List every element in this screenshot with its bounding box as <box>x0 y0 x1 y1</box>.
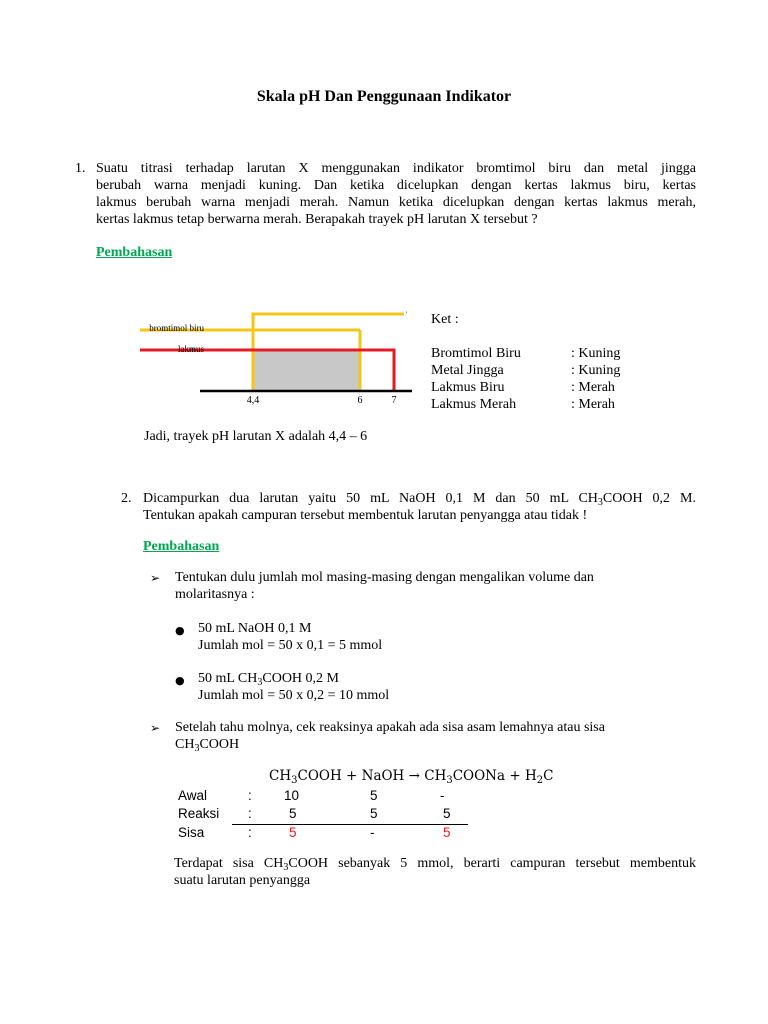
cell-sisa-naoh: - <box>370 825 375 840</box>
bullet-2-line: 50 mL $CH_3COOH$ 0,2 M <box>198 671 339 688</box>
cell-awal-ch3cooh: 10 <box>284 788 300 803</box>
q1-pembahasan-heading: Pembahasan <box>96 245 173 260</box>
q1-conclusion: Jadi, trayek pH larutan X adalah 4,4 – 6 <box>144 429 368 444</box>
cell-reaksi-ch3cooh: 5 <box>289 806 297 821</box>
ket-value: : Merah <box>571 397 615 412</box>
cell-sisa-ch3cooh: 5 <box>289 825 297 840</box>
question-1-number: 1. <box>75 161 86 176</box>
tick-label-7: 7 <box>391 395 397 406</box>
overlap-shaded-area <box>253 350 360 391</box>
ket-key: Lakmus Merah <box>431 397 517 412</box>
step-2-line: Setelah tahu molnya, cek reaksinya apakah ada sisa asam lemahnya atau sisa <box>175 720 605 735</box>
bullet-dot-icon: ● <box>175 624 185 637</box>
row-sep: : <box>248 825 252 840</box>
ket-row <box>431 396 651 413</box>
step-2-line: $CH_3COOH$ <box>175 737 240 754</box>
row-label-reaksi: Reaksi <box>178 806 220 821</box>
question-2-line: Dicampurkan dua larutan yaitu 50 mL NaOH 0,1 M dan 50 mL $CH_3COOH$ 0,2 M. <box>143 491 696 508</box>
bullet-dot-icon: ● <box>175 674 185 687</box>
label-bromtimol-biru: bromtimol biru <box>149 323 204 333</box>
ket-key: Bromtimol Biru <box>431 346 521 361</box>
q2-pembahasan-heading: Pembahasan <box>143 539 220 554</box>
arrow-bullet-icon: ➢ <box>150 721 161 735</box>
step-1-text <box>175 569 675 603</box>
row-sep: : <box>248 788 252 803</box>
step-1-line: Tentukan dulu jumlah mol masing-masing dengan mengalikan volume dan <box>175 570 594 585</box>
ket-value: : Kuning <box>571 363 621 378</box>
reactant-2: NaOH → <box>361 768 420 784</box>
label-lakmus: lakmus <box>178 344 204 354</box>
cell-reaksi-naoh: 5 <box>370 806 378 821</box>
question-2-number: 2. <box>121 491 132 506</box>
ket-title: Ket : <box>431 312 459 327</box>
ket-key: Lakmus Biru <box>431 380 505 395</box>
final-line: suatu larutan penyangga <box>174 873 311 888</box>
reactant-1: $CH_3COOH$ + <box>269 768 358 786</box>
tick-label-6: 6 <box>357 395 363 406</box>
row-label-awal: Awal <box>178 788 208 803</box>
question-2-text <box>143 490 696 524</box>
row-label-sisa: Sisa <box>178 825 205 840</box>
end-mark: ˈ <box>405 310 408 320</box>
ket-row <box>431 379 651 396</box>
bullet-2-line: Jumlah mol = 50 x 0,2 = 10 mmol <box>198 688 390 703</box>
step-2-text <box>175 719 675 753</box>
tick-label-4-4: 4,4 <box>246 395 260 406</box>
row-sep: : <box>248 806 252 821</box>
ph-range-diagram <box>140 300 420 410</box>
bullet-1-line: 50 mL NaOH 0,1 M <box>198 621 312 636</box>
question-1-line: lakmus berubah warna menjadi merah. Namun ketika dicelupkan dengan kertas lakmus merah, <box>96 195 696 210</box>
reaction-table <box>178 787 478 847</box>
cell-awal-ch3coona: - <box>440 788 445 803</box>
ket-key: Metal Jingga <box>431 363 504 378</box>
cell-sisa-ch3coona: 5 <box>443 825 451 840</box>
bullet-2-text <box>198 670 389 704</box>
question-1-line: Suatu titrasi terhadap larutan X menggunakan indikator bromtimol biru dan metal jingga <box>96 161 696 176</box>
bullet-1-line: Jumlah mol = 50 x 0,1 = 5 mmol <box>198 638 383 653</box>
ket-value: : Merah <box>571 380 615 395</box>
table-divider <box>232 824 468 825</box>
question-1-line: berubah warna menjadi kuning. Dan ketika dicelupkan dengan kertas lakmus biru, kertas <box>96 178 696 193</box>
cell-reaksi-ch3coona: 5 <box>443 806 451 821</box>
cell-awal-naoh: 5 <box>370 788 378 803</box>
step-1-line: molaritasnya : <box>175 587 255 602</box>
product-2: $H_2C$ <box>524 768 554 786</box>
reaction-equation <box>269 768 553 785</box>
bullet-1-text <box>198 620 382 654</box>
ket-value: : Kuning <box>571 346 621 361</box>
product-1: $CH_3COONa$ + <box>424 768 521 786</box>
ket-list <box>431 345 651 413</box>
ket-row <box>431 345 651 362</box>
final-line: Terdapat sisa $CH_3COOH$ sebanyak 5 mmol, berarti campuran tersebut membentuk <box>174 856 696 873</box>
question-1-line: kertas lakmus tetap berwarna merah. Berapakah trayek pH larutan X tersebut ? <box>96 212 538 227</box>
final-statement <box>174 855 696 889</box>
ket-row <box>431 362 651 379</box>
question-1-text <box>96 160 696 228</box>
question-2-line: Tentukan apakah campuran tersebut membentuk larutan penyangga atau tidak ! <box>143 508 588 523</box>
page-title: Skala pH Dan Penggunaan Indikator <box>256 88 512 105</box>
arrow-bullet-icon: ➢ <box>150 571 161 585</box>
